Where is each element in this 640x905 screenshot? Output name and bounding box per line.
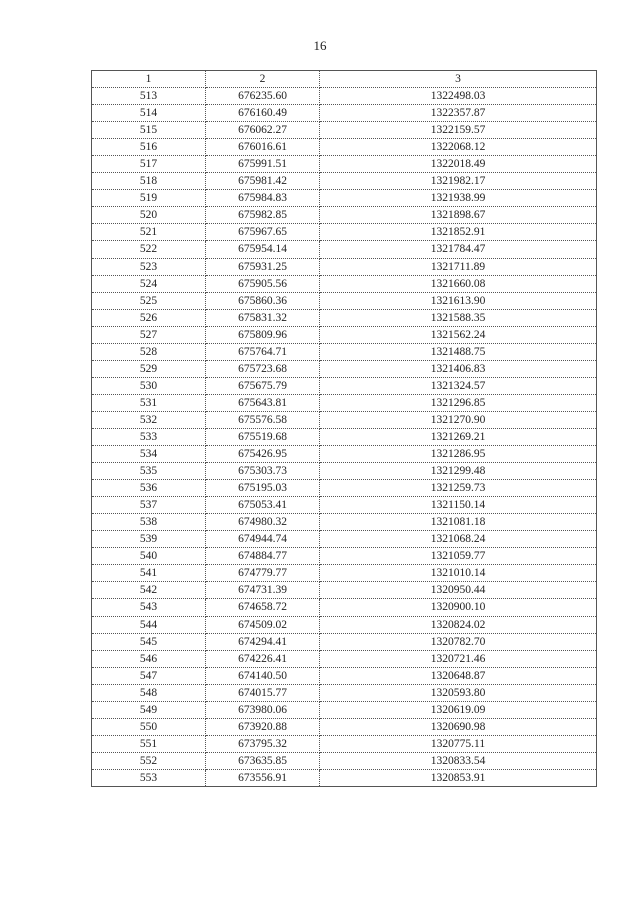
- cell-y-coordinate: 1321296.85: [320, 394, 597, 411]
- table-row: [92, 377, 597, 394]
- table-row: [92, 411, 597, 428]
- table-row: [92, 241, 597, 258]
- cell-y-coordinate: 1321488.75: [320, 343, 597, 360]
- table-row: [92, 360, 597, 377]
- table-row: [92, 616, 597, 633]
- cell-y-coordinate: 1321711.89: [320, 258, 597, 275]
- cell-point-number: 532: [92, 411, 206, 428]
- cell-y-coordinate: 1321081.18: [320, 514, 597, 531]
- table-row: [92, 446, 597, 463]
- cell-point-number: 542: [92, 582, 206, 599]
- table-row: [92, 88, 597, 105]
- cell-x-coordinate: 673556.91: [206, 769, 320, 786]
- cell-y-coordinate: 1321059.77: [320, 548, 597, 565]
- cell-y-coordinate: 1320775.11: [320, 735, 597, 752]
- cell-point-number: 538: [92, 514, 206, 531]
- cell-x-coordinate: 674731.39: [206, 582, 320, 599]
- cell-point-number: 545: [92, 633, 206, 650]
- table-row: [92, 224, 597, 241]
- cell-x-coordinate: 676016.61: [206, 139, 320, 156]
- cell-y-coordinate: 1321270.90: [320, 411, 597, 428]
- cell-point-number: 533: [92, 428, 206, 445]
- cell-y-coordinate: 1322498.03: [320, 88, 597, 105]
- table-body: [92, 88, 597, 787]
- cell-point-number: 529: [92, 360, 206, 377]
- cell-y-coordinate: 1322068.12: [320, 139, 597, 156]
- table-row: [92, 684, 597, 701]
- table-row: [92, 173, 597, 190]
- table-row: [92, 769, 597, 786]
- cell-y-coordinate: 1320782.70: [320, 633, 597, 650]
- table-row: [92, 650, 597, 667]
- header-point-number: 1: [92, 71, 206, 88]
- table-row: [92, 548, 597, 565]
- header-x-coordinate: 2: [206, 71, 320, 88]
- table-row: [92, 667, 597, 684]
- cell-point-number: 514: [92, 105, 206, 122]
- cell-x-coordinate: 675576.58: [206, 411, 320, 428]
- cell-point-number: 517: [92, 156, 206, 173]
- cell-point-number: 518: [92, 173, 206, 190]
- cell-point-number: 524: [92, 275, 206, 292]
- cell-x-coordinate: 676160.49: [206, 105, 320, 122]
- cell-y-coordinate: 1322159.57: [320, 122, 597, 139]
- cell-x-coordinate: 673920.88: [206, 718, 320, 735]
- cell-point-number: 551: [92, 735, 206, 752]
- table-row: [92, 565, 597, 582]
- cell-y-coordinate: 1320950.44: [320, 582, 597, 599]
- cell-x-coordinate: 674658.72: [206, 599, 320, 616]
- cell-point-number: 535: [92, 463, 206, 480]
- table-row: [92, 514, 597, 531]
- page-number: 16: [313, 38, 327, 53]
- cell-x-coordinate: 675723.68: [206, 360, 320, 377]
- cell-y-coordinate: 1322357.87: [320, 105, 597, 122]
- cell-point-number: 528: [92, 343, 206, 360]
- cell-x-coordinate: 675831.32: [206, 309, 320, 326]
- cell-y-coordinate: 1320721.46: [320, 650, 597, 667]
- cell-y-coordinate: 1321150.14: [320, 497, 597, 514]
- cell-y-coordinate: 1321324.57: [320, 377, 597, 394]
- cell-x-coordinate: 674140.50: [206, 667, 320, 684]
- cell-y-coordinate: 1321588.35: [320, 309, 597, 326]
- cell-x-coordinate: 673635.85: [206, 752, 320, 769]
- cell-x-coordinate: 675931.25: [206, 258, 320, 275]
- cell-point-number: 521: [92, 224, 206, 241]
- cell-point-number: 520: [92, 207, 206, 224]
- cell-x-coordinate: 673980.06: [206, 701, 320, 718]
- cell-point-number: 541: [92, 565, 206, 582]
- cell-y-coordinate: 1321010.14: [320, 565, 597, 582]
- table-row: [92, 633, 597, 650]
- cell-x-coordinate: 675967.65: [206, 224, 320, 241]
- cell-point-number: 552: [92, 752, 206, 769]
- cell-point-number: 523: [92, 258, 206, 275]
- cell-y-coordinate: 1321982.17: [320, 173, 597, 190]
- cell-y-coordinate: 1321613.90: [320, 292, 597, 309]
- cell-y-coordinate: 1320619.09: [320, 701, 597, 718]
- cell-y-coordinate: 1320833.54: [320, 752, 597, 769]
- cell-point-number: 548: [92, 684, 206, 701]
- table-row: [92, 190, 597, 207]
- cell-y-coordinate: 1320853.91: [320, 769, 597, 786]
- cell-y-coordinate: 1321259.73: [320, 480, 597, 497]
- cell-x-coordinate: 674944.74: [206, 531, 320, 548]
- cell-y-coordinate: 1321898.67: [320, 207, 597, 224]
- cell-point-number: 515: [92, 122, 206, 139]
- cell-x-coordinate: 675303.73: [206, 463, 320, 480]
- cell-x-coordinate: 675675.79: [206, 377, 320, 394]
- cell-y-coordinate: 1321068.24: [320, 531, 597, 548]
- table-row: [92, 326, 597, 343]
- cell-x-coordinate: 674015.77: [206, 684, 320, 701]
- cell-y-coordinate: 1321269.21: [320, 428, 597, 445]
- table-row: [92, 122, 597, 139]
- cell-point-number: 525: [92, 292, 206, 309]
- cell-y-coordinate: 1320690.98: [320, 718, 597, 735]
- cell-x-coordinate: 675954.14: [206, 241, 320, 258]
- cell-y-coordinate: 1321406.83: [320, 360, 597, 377]
- cell-point-number: 536: [92, 480, 206, 497]
- cell-x-coordinate: 674294.41: [206, 633, 320, 650]
- cell-point-number: 549: [92, 701, 206, 718]
- cell-x-coordinate: 673795.32: [206, 735, 320, 752]
- cell-x-coordinate: 675984.83: [206, 190, 320, 207]
- cell-point-number: 526: [92, 309, 206, 326]
- table-row: [92, 428, 597, 445]
- table-row: [92, 156, 597, 173]
- cell-x-coordinate: 674779.77: [206, 565, 320, 582]
- cell-y-coordinate: 1322018.49: [320, 156, 597, 173]
- cell-point-number: 522: [92, 241, 206, 258]
- table-row: [92, 394, 597, 411]
- table-row: [92, 531, 597, 548]
- cell-y-coordinate: 1321286.95: [320, 446, 597, 463]
- table-row: [92, 275, 597, 292]
- table-row: [92, 752, 597, 769]
- table-row: [92, 343, 597, 360]
- cell-point-number: 527: [92, 326, 206, 343]
- table-row: [92, 735, 597, 752]
- cell-point-number: 546: [92, 650, 206, 667]
- cell-point-number: 553: [92, 769, 206, 786]
- cell-y-coordinate: 1321299.48: [320, 463, 597, 480]
- cell-x-coordinate: 676062.27: [206, 122, 320, 139]
- cell-y-coordinate: 1321562.24: [320, 326, 597, 343]
- cell-y-coordinate: 1321938.99: [320, 190, 597, 207]
- cell-point-number: 531: [92, 394, 206, 411]
- cell-x-coordinate: 675809.96: [206, 326, 320, 343]
- table-row: [92, 497, 597, 514]
- cell-x-coordinate: 675982.85: [206, 207, 320, 224]
- table-row: [92, 207, 597, 224]
- table-row: [92, 701, 597, 718]
- cell-point-number: 540: [92, 548, 206, 565]
- cell-y-coordinate: 1321660.08: [320, 275, 597, 292]
- cell-x-coordinate: 675053.41: [206, 497, 320, 514]
- cell-point-number: 519: [92, 190, 206, 207]
- cell-y-coordinate: 1320648.87: [320, 667, 597, 684]
- cell-x-coordinate: 675860.36: [206, 292, 320, 309]
- cell-y-coordinate: 1320593.80: [320, 684, 597, 701]
- cell-point-number: 550: [92, 718, 206, 735]
- cell-point-number: 547: [92, 667, 206, 684]
- cell-y-coordinate: 1321852.91: [320, 224, 597, 241]
- cell-x-coordinate: 674980.32: [206, 514, 320, 531]
- cell-x-coordinate: 675991.51: [206, 156, 320, 173]
- table-row: [92, 480, 597, 497]
- cell-y-coordinate: 1321784.47: [320, 241, 597, 258]
- header-y-coordinate: 3: [320, 71, 597, 88]
- cell-x-coordinate: 675643.81: [206, 394, 320, 411]
- table-row: [92, 463, 597, 480]
- cell-point-number: 534: [92, 446, 206, 463]
- cell-x-coordinate: 676235.60: [206, 88, 320, 105]
- cell-x-coordinate: 675764.71: [206, 343, 320, 360]
- cell-x-coordinate: 675195.03: [206, 480, 320, 497]
- cell-x-coordinate: 674509.02: [206, 616, 320, 633]
- table-row: [92, 105, 597, 122]
- cell-point-number: 544: [92, 616, 206, 633]
- coordinates-table: [91, 70, 597, 787]
- table-header-row: [92, 71, 597, 88]
- cell-x-coordinate: 675519.68: [206, 428, 320, 445]
- cell-x-coordinate: 675905.56: [206, 275, 320, 292]
- cell-x-coordinate: 674884.77: [206, 548, 320, 565]
- cell-y-coordinate: 1320900.10: [320, 599, 597, 616]
- table-row: [92, 582, 597, 599]
- cell-x-coordinate: 675981.42: [206, 173, 320, 190]
- table-row: [92, 139, 597, 156]
- cell-x-coordinate: 674226.41: [206, 650, 320, 667]
- table-row: [92, 292, 597, 309]
- table-row: [92, 718, 597, 735]
- cell-point-number: 513: [92, 88, 206, 105]
- cell-point-number: 516: [92, 139, 206, 156]
- table-row: [92, 599, 597, 616]
- cell-point-number: 537: [92, 497, 206, 514]
- table-row: [92, 309, 597, 326]
- cell-x-coordinate: 675426.95: [206, 446, 320, 463]
- table-row: [92, 258, 597, 275]
- cell-point-number: 539: [92, 531, 206, 548]
- cell-point-number: 530: [92, 377, 206, 394]
- cell-point-number: 543: [92, 599, 206, 616]
- cell-y-coordinate: 1320824.02: [320, 616, 597, 633]
